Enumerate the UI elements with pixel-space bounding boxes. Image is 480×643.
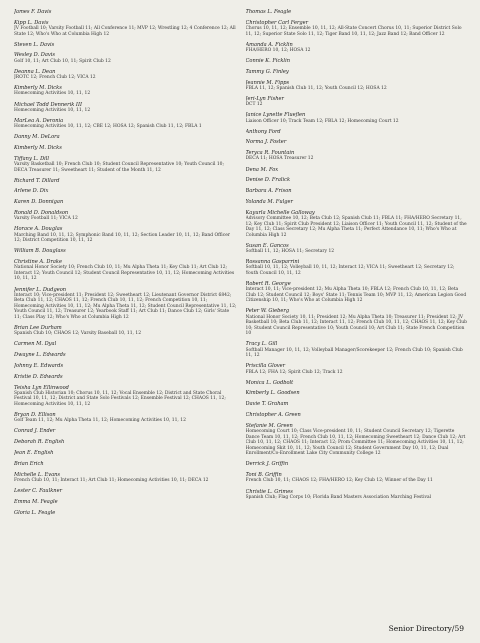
directory-entry — [14, 226, 237, 243]
directory-entry — [246, 177, 469, 183]
directory-entry — [14, 85, 237, 97]
directory-entry — [14, 412, 237, 424]
student-name: Teryca R. Fountain — [245, 150, 295, 157]
student-name: Amanda A. Ficklin — [245, 41, 293, 48]
directory-entry — [246, 69, 469, 75]
student-activities: Homecoming Court 10; Class Vice-president 10, 11; Student Council Secretary 12; Tigerette Dance Team 10, 11, 12; French Club 10, 11, 12; Homecoming Sweetheart 12; Dance Club 12; Art Club 10, 11, 12; CHAOS 11; Interact 12; Prom Committee 11; Homecoming Activities 10, 11, 12; Homecoming Skit 10, 11, 12; Youth Council 12; Student Government Day 10, 11, 12; Dual Enrollment/Co-Enrollment Lake City Community College 12 — [245, 429, 466, 457]
directory-entry — [246, 80, 469, 92]
directory-entry — [14, 52, 237, 64]
student-activities: Homecoming Activities 10, 11, 12 — [14, 107, 91, 113]
student-name: Kayurla Michelle Galloway — [245, 209, 315, 216]
directory-entry — [246, 281, 469, 304]
directory-entry — [246, 243, 469, 255]
directory-entry — [14, 428, 237, 434]
directory-entry — [14, 134, 237, 140]
student-activities: Golf 10, 11; Art Club 10, 11; Spirit Club 12 — [14, 58, 111, 64]
directory-entry — [14, 325, 237, 337]
student-name: Deanna L. Dean — [14, 68, 56, 75]
student-activities: French Club 10, 11; CHAOS 12; FHA/HERO 12; Key Club 12; Winner of the Day 11 — [245, 478, 433, 484]
directory-entry — [246, 150, 469, 162]
directory-entry — [246, 489, 469, 501]
student-name: Johnny E. Edwards — [14, 363, 64, 370]
student-name: Denise D. Fralick — [245, 177, 291, 184]
student-activities: DECA 11; HOSA Treasurer 12 — [245, 156, 314, 162]
directory-entry — [246, 341, 469, 358]
directory-entry — [246, 199, 469, 205]
student-name: MarLea A. Deronia — [14, 117, 64, 124]
student-name: Kristie D. Edwards — [14, 373, 63, 380]
student-activities: Homecoming Activities 10, 11, 12 — [14, 91, 91, 97]
student-name: Christopher Carl Ferger — [245, 19, 309, 26]
directory-entry — [14, 118, 237, 130]
student-activities: Marching Band 10, 11, 12; Symphonic Band 10, 11, 12; Section Leader 10, 11, 12; Band Officer 12; District Competition 10, 11, 12 — [14, 232, 230, 244]
directory-entry — [14, 188, 237, 194]
student-activities: Varsity Basketball 10; French Club 10; Student Council Representative 10; Youth Council 10; DECA Treasurer 11; Sweetheart 11; Student of the Month 11, 12 — [14, 162, 224, 173]
directory-entry — [246, 380, 469, 386]
student-name: Steven L. Davis — [14, 41, 55, 48]
student-activities: Advisory Committee 10, 12; Beta Club 12; Spanish Club 11; FBLA 11; FHA/HERO Secretary 11, 12; Key Club 11; Spirit Club President 12; Liaison Officer 11; Youth Council 11, 12; Student of the Day 11, 12; Class Secretary 12; Mu Alpha Theta 11; Perfect Attendance 10, 11; Who's Who at Columbia High 12 — [245, 215, 467, 238]
student-name: Toni B. Griffin — [245, 472, 282, 479]
directory-entry — [246, 20, 469, 37]
student-name: Rossanna Gasparrini — [245, 259, 300, 266]
directory-entry — [14, 69, 237, 81]
directory-entry — [14, 341, 237, 347]
directory-entry — [246, 472, 469, 484]
directory-entry — [246, 461, 469, 467]
directory-entry — [14, 178, 237, 184]
student-name: Arlene D. Dix — [14, 188, 49, 195]
student-name: Tammy G. Finley — [245, 68, 289, 75]
student-name: Christie L. Grimes — [245, 488, 293, 495]
directory-entry — [246, 412, 469, 418]
student-name: Kimberly M. Dicks — [14, 85, 62, 92]
directory-entry — [14, 20, 237, 37]
student-activities: DCT 12 — [245, 102, 263, 108]
directory-entry — [14, 259, 237, 282]
student-activities: Chorus 10, 11, 12; Ensemble 10, 11, 12; All-State Concert Chorus 10, 11; Superior District Solo 11, 12; Superior State Solo 11, 12; Tiger Band 10, 11, 12; Jazz Band 12; Band Officer 12 — [245, 26, 462, 37]
directory-entry — [14, 385, 237, 408]
student-name: Monica L. Godbolt — [245, 379, 294, 386]
student-name: Christine A. Drake — [14, 259, 63, 266]
student-activities: National Honor Society 10, 11; President 12; Mu Alpha Theta 10; Treasurer 11; President 12; JV Basketball 10; Beta Club 11, 12; Interact 11, 12; French Club 10, 11, 12; CHAOS 11, 12; Key Club 10; Student Council Representative 10; Youth Council 10; Art Club 11; State French Competition 10 — [245, 314, 467, 337]
student-activities: Spanish Club; Flag Corps 10; Florida Band Masters Association Marching Festival — [245, 494, 432, 500]
student-name: Richard T. Dillard — [14, 177, 60, 184]
student-name: Danny M. DeLora — [14, 134, 60, 141]
student-name: Derrick J. Griffin — [245, 461, 289, 468]
right-column — [246, 9, 469, 643]
student-activities: FBLA 12; FHA 12; Spirit Club 12; Track 12 — [245, 369, 343, 375]
directory-entry — [14, 42, 237, 48]
directory-entry — [14, 145, 237, 151]
directory-entry — [14, 488, 237, 494]
student-name: Brian Erich — [14, 460, 44, 467]
student-name: Anthony Ford — [245, 128, 281, 135]
student-name: Kimberly L. Goodsen — [245, 390, 300, 397]
directory-entry — [246, 42, 469, 54]
student-name: Jean E. English — [14, 449, 54, 456]
student-name: Yolanda M. Fulger — [245, 198, 293, 205]
student-name: Davie T. Graham — [245, 401, 289, 408]
student-name: William B. Douglass — [14, 248, 66, 255]
directory-entry — [246, 112, 469, 124]
student-activities: Spanish Club 10; CHAOS 12; Varsity Baseball 10, 11, 12 — [14, 331, 142, 337]
student-name: Wesley D. Davis — [14, 52, 55, 59]
student-name: Dena M. Fox — [245, 166, 279, 173]
student-name: Lester C. Faulkner — [14, 487, 63, 494]
student-name: Teisha Lyn Ellinwood — [14, 384, 69, 391]
student-name: Conrad J. Ender — [14, 428, 56, 435]
directory-entry — [14, 102, 237, 114]
student-activities: Softball 10, 11, 12; Volleyball 10, 11, 12; Interact 12; VICA 11; Sweetheart 12; Secretary 12; Youth Council 10, 11, 12 — [245, 265, 455, 276]
student-name: Janice Lynette Flueflen — [245, 112, 306, 119]
student-name: Dwayne L. Edwards — [14, 352, 66, 359]
student-name: Connie K. Ficklin — [245, 58, 290, 65]
student-name: Michelle L. Evans — [14, 471, 61, 478]
student-name: Robert R. George — [245, 281, 291, 287]
directory-entry — [14, 352, 237, 358]
student-name: Michael Todd Dennerik III — [14, 101, 82, 108]
directory-entry — [14, 472, 237, 484]
student-activities: Golf Team 11, 12; Mu Alpha Theta 11, 12; Homecoming Activities 10, 11, 12 — [14, 418, 186, 424]
student-activities: National Honor Society 10; French Club 10, 11; Mu Alpha Theta 11; Key Club 11; Art Club 12; Interact 12; Youth Council 12; Student Council Representative 10, 11, 12; Homecoming Activities 10, 11, 12 — [14, 265, 235, 282]
directory-entry — [246, 363, 469, 375]
student-name: Norma J. Foster — [245, 139, 287, 146]
directory-entry — [14, 199, 237, 205]
student-name: Deborah R. English — [14, 439, 65, 446]
student-name: Tracy L. Gill — [245, 341, 278, 348]
directory-entry — [246, 210, 469, 238]
student-name: Karen D. Donnigan — [14, 199, 64, 206]
student-activities: Homecoming Activities 10, 11, 12; CBE 12; HOSA 12; Spanish Club 11, 12; FBLA 1 — [14, 124, 202, 130]
student-name: Barbara A. Frison — [245, 188, 292, 195]
directory-entry — [14, 450, 237, 456]
student-name: Susan E. Gancos — [245, 242, 289, 249]
directory-entry — [14, 210, 237, 222]
directory-entry — [246, 9, 469, 15]
student-activities: FBLA 11, 12; Spanish Club 11, 12; Youth Council 12; HOSA 12 — [245, 85, 387, 91]
directory-entry — [14, 499, 237, 505]
student-name: Tiffany L. Dill — [14, 155, 50, 162]
directory-entry — [246, 423, 469, 457]
student-name: Priscilla Glover — [245, 363, 286, 370]
directory-entry — [14, 461, 237, 467]
student-name: Peter W. Gieberg — [245, 308, 290, 315]
page-footer: Senior Directory/59 — [388, 624, 464, 633]
student-name: Emma M. Feagle — [14, 498, 58, 505]
directory-entry — [246, 401, 469, 407]
directory-entry — [246, 188, 469, 194]
directory-entry — [246, 308, 469, 336]
directory-entry — [14, 363, 237, 369]
directory-entry — [246, 390, 469, 396]
student-name: Kimberly M. Dicks — [14, 145, 62, 151]
student-name: Ronald D. Donaldson — [14, 210, 69, 217]
student-name: Jennifer L. Dudgeon — [14, 286, 67, 293]
student-name: Brian Lee Durham — [14, 325, 62, 332]
student-name: James F. Davis — [14, 9, 52, 15]
left-column — [14, 9, 237, 643]
student-activities: Softball 11, 12; HOSA 11; Secretary 12 — [245, 248, 335, 254]
directory-entry — [246, 58, 469, 64]
directory-entry — [14, 510, 237, 516]
directory-entry — [14, 287, 237, 321]
student-activities: Interact 10; Vice-president 11; President 12; Sweetheart 12; Lieutenant Governor District 6842; Beta Club 11, 12; CHAOS 11, 12; French Club 10, 11, 12; French Competition 10, 11; Homecoming Activities 10, 11, 12; Mu Alpha Theta 11, 12; Student Council Representative 11, 12; Youth Council 11, 12; Treasurer 12; Yearbook Staff 11; Art Club 11; Dance Club 12; Girls' State 11; Class Play 12; Who's Who at Columbia High 12 — [14, 292, 237, 320]
student-activities: French Club 10, 11; Interact 11; Art Club 11; Homecoming Activities 10, 11; DECA 12 — [14, 477, 209, 483]
directory-entry — [246, 167, 469, 173]
directory-entry — [14, 374, 237, 380]
directory-entry — [14, 248, 237, 254]
directory-entry — [14, 439, 237, 445]
student-activities: Spanish Club Historian 10; Chorus 10, 11, 12; Vocal Ensemble 12; District and State Choral Festival 10, 11, 12; District and State Solo Festivals 12; Ensemble Festival 12; CHAOS 11, 12; Homecoming Activities 10, 11, 12 — [14, 390, 226, 407]
student-activities: JV Football 10; Varsity Football 11; All Conference 11; MVP 12; Wrestling 12; 4 Conference 12; All State 12; Who's Who at Columbia High 12 — [14, 26, 236, 37]
student-name: Jeri-Lyn Fisher — [245, 95, 284, 102]
student-activities: Liaison Officer 10; Track Team 12; FBLA 12; Homecoming Court 12 — [245, 118, 399, 124]
directory-entry — [14, 156, 237, 173]
student-activities: Interact 10, 11; Vice-president 12; Mu Alpha Theta 10; FBLA 12; French Club 10, 11, 12; Beta Club 12; Student Council 12; Boys' State 11; Tennis Team 10; MVP 11, 12; American Legion Good Citizenship 10, 11; Who's Who at Columbia High 12 — [245, 287, 467, 304]
directory-entry — [246, 259, 469, 276]
student-activities: Softball Manager 10, 11, 12; Volleyball Manager/Scorekeeper 12; French Club 10; Spanish Club 11, 12 — [245, 347, 463, 359]
student-name: Carmen M. Dyal — [14, 341, 57, 348]
student-activities: FHA/HERO 10, 12; HOSA 12 — [245, 47, 311, 53]
student-name: Thomas L. Feagle — [245, 9, 292, 15]
student-name: Bryan D. Ellison — [14, 412, 56, 419]
student-name: Horace A. Douglas — [14, 226, 63, 233]
student-name: Stefanie M. Green — [245, 422, 293, 429]
student-name: Kipp L. Davis — [14, 19, 49, 26]
directory-entry — [246, 139, 469, 145]
student-activities: Varsity Football 11; VICA 12 — [14, 216, 78, 222]
student-name: Gloria L. Feagle — [14, 509, 56, 516]
student-activities: JROTC 12; French Club 12; VICA 12 — [14, 75, 96, 81]
directory-entry — [246, 129, 469, 135]
directory-entry — [14, 9, 237, 15]
student-name: Jeannie M. Fipps — [245, 79, 290, 86]
directory-entry — [246, 96, 469, 108]
student-name: Christopher A. Green — [245, 412, 301, 419]
